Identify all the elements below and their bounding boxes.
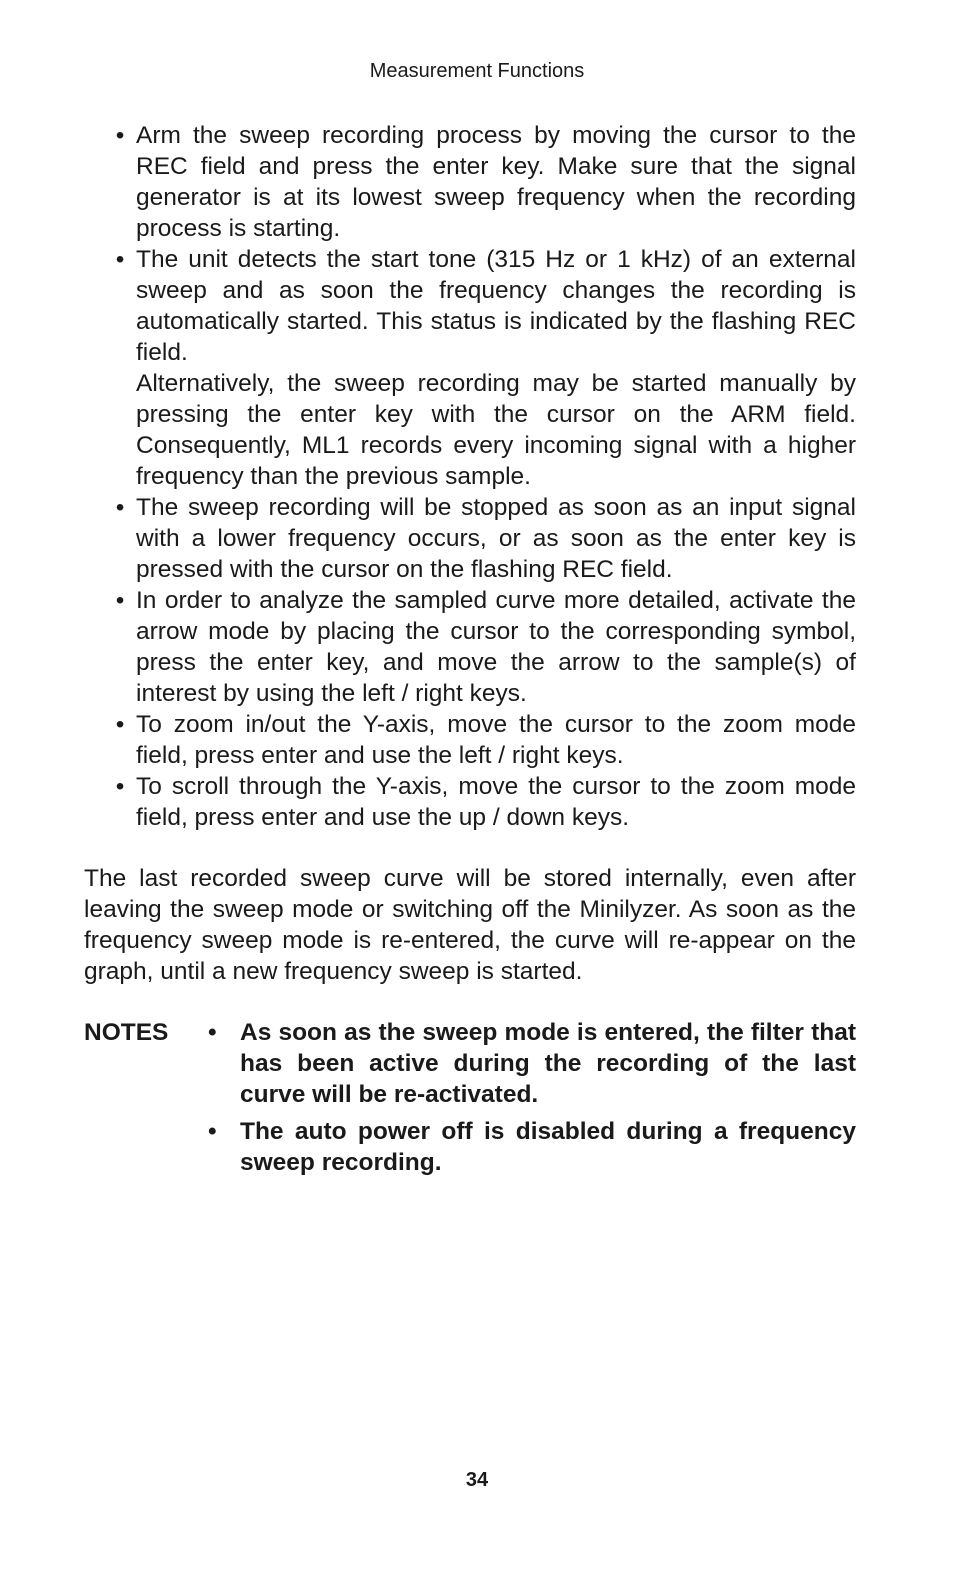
bullet-item-zoom-y-axis bbox=[112, 709, 856, 771]
body-paragraph: The last recorded sweep curve will be stored internally, even after leaving the sweep mode or switching off the Minilyzer. As soon as the frequency sweep mode is re-entered, the curve will re-appear on the graph, until a new frequency sweep is started. bbox=[84, 865, 856, 985]
bullet-text: Arm the sweep recording process by moving the cursor to the REC field and press the enter key. Make sure that the signal generator is at its lowest sweep frequency when the recording process is starting. bbox=[136, 122, 856, 242]
bullet-text-continued: Alternatively, the sweep recording may be started manually by pressing the enter key with the cursor on the ARM field. Consequently, ML1 records every incoming signal with a higher frequency than the previous sample. bbox=[136, 370, 856, 490]
bullet-text: The sweep recording will be stopped as soon as an input signal with a lower frequency occurs, or as soon as the enter key is pressed with the cursor on the flashing REC field. bbox=[136, 494, 856, 583]
bullet-item-start-tone bbox=[112, 244, 856, 492]
bullet-marker: • bbox=[115, 494, 125, 521]
bullet-text: To scroll through the Y-axis, move the cursor to the zoom mode field, press enter and use the up / down keys. bbox=[136, 773, 856, 831]
note-bullet-marker: • bbox=[208, 1019, 217, 1046]
instruction-bullet-list bbox=[112, 120, 856, 833]
notes-label: NOTES bbox=[84, 1019, 169, 1046]
bullet-item-stop-recording bbox=[112, 492, 856, 585]
note-item-auto-power-off bbox=[208, 1116, 856, 1178]
bullet-item-arm-recording bbox=[112, 120, 856, 244]
page-number: 34 bbox=[465, 1469, 489, 1491]
notes-list bbox=[208, 1017, 856, 1184]
bullet-item-arrow-mode bbox=[112, 585, 856, 709]
note-text: As soon as the sweep mode is entered, the filter that has been active during the recording of the last curve will be re-activated. bbox=[240, 1019, 856, 1108]
bullet-text: In order to analyze the sampled curve more detailed, activate the arrow mode by placing the cursor to the corresponding symbol, press the enter key, and move the arrow to the sample(s) of interest by using the left / right keys. bbox=[136, 587, 856, 707]
bullet-marker: • bbox=[115, 773, 125, 800]
bullet-marker: • bbox=[115, 246, 125, 273]
note-bullet-marker: • bbox=[208, 1118, 217, 1145]
page-header: Measurement Functions bbox=[369, 60, 585, 82]
bullet-item-scroll-y-axis bbox=[112, 771, 856, 833]
bullet-marker: • bbox=[115, 122, 125, 149]
bullet-text: The unit detects the start tone (315 Hz or 1 kHz) of an external sweep and as soon the frequency changes the recording is automatically started. This status is indicated by the flashing REC field. bbox=[136, 246, 856, 366]
bullet-marker: • bbox=[115, 587, 125, 614]
bullet-text: To zoom in/out the Y-axis, move the cursor to the zoom mode field, press enter and use the left / right keys. bbox=[136, 711, 856, 769]
bullet-marker: • bbox=[115, 711, 125, 738]
note-text: The auto power off is disabled during a frequency sweep recording. bbox=[240, 1118, 856, 1176]
note-item-filter bbox=[208, 1017, 856, 1110]
